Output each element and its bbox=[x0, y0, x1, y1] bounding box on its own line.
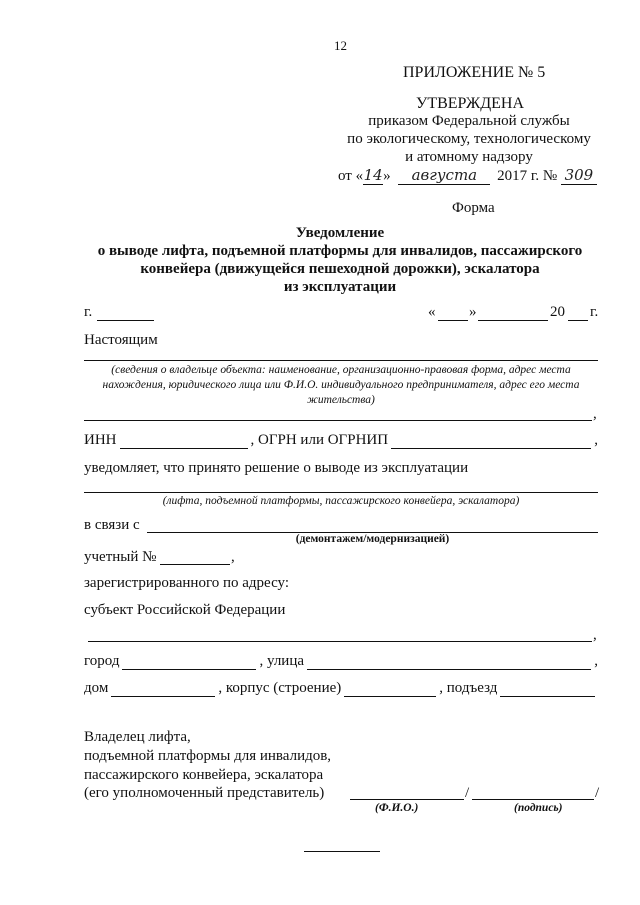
order-line-3: и атомному надзору bbox=[405, 149, 533, 165]
page-number: 12 bbox=[334, 38, 347, 53]
reg-number-label: учетный № bbox=[84, 549, 157, 565]
date-year: 2017 г. № bbox=[497, 168, 558, 184]
reg-number-field[interactable] bbox=[160, 564, 230, 565]
year-field[interactable] bbox=[568, 320, 588, 321]
order-line-2: по экологическому, технологическому bbox=[347, 131, 591, 147]
hereby-label: Настоящим bbox=[84, 332, 158, 348]
street-label: , улица bbox=[259, 653, 305, 669]
object-field[interactable] bbox=[84, 492, 598, 493]
comma-subject: , bbox=[593, 627, 597, 643]
appendix-label: ПРИЛОЖЕНИЕ № 5 bbox=[403, 64, 546, 81]
building-field[interactable] bbox=[344, 681, 436, 697]
approved-label: УТВЕРЖДЕНА bbox=[416, 95, 525, 112]
month-field[interactable] bbox=[478, 320, 548, 321]
subject-label: субъект Российской Федерации bbox=[84, 602, 286, 618]
signature-field[interactable] bbox=[472, 799, 594, 800]
reason-hint: (демонтажем/модернизацией) bbox=[295, 533, 450, 545]
doc-title-line-3: конвейера (движущейся пешеходной дорожки), эскалатора bbox=[140, 261, 540, 277]
slash-2: / bbox=[595, 785, 600, 801]
fio-field[interactable] bbox=[350, 799, 464, 800]
doc-title-line-4: из эксплуатации bbox=[283, 279, 397, 295]
order-number: 309 bbox=[561, 166, 597, 185]
date-prefix: от « bbox=[338, 168, 364, 184]
owner-info-field-1[interactable] bbox=[84, 360, 598, 361]
ogrn-label: , ОГРН или ОГРНИП bbox=[250, 432, 389, 448]
street-field[interactable] bbox=[307, 654, 591, 670]
owner-hint-line-2: нахождения, юридического лица или Ф.И.О. индивидуального предпринимателя, адрес его места bbox=[102, 379, 580, 391]
owner-info-field-2[interactable] bbox=[84, 420, 592, 421]
building-label: , корпус (строение) bbox=[218, 680, 342, 696]
inn-label: ИНН bbox=[84, 432, 117, 448]
inn-field[interactable] bbox=[120, 433, 248, 449]
date-month: августа bbox=[398, 166, 490, 185]
city-name-field[interactable] bbox=[122, 654, 256, 670]
owner-hint-line-1: (сведения о владельце объекта: наименование, организационно-правовая форма, адрес места bbox=[111, 364, 571, 376]
comma-street: , bbox=[594, 653, 598, 669]
due-to-label: в связи с bbox=[84, 517, 140, 533]
order-date-row bbox=[338, 166, 597, 185]
year-suffix: г. bbox=[590, 304, 599, 320]
signer-line-3: пассажирского конвейера, эскалатора bbox=[84, 767, 324, 783]
city-field[interactable] bbox=[97, 320, 154, 321]
subject-field[interactable] bbox=[88, 641, 592, 642]
slash-1: / bbox=[465, 785, 470, 801]
notifies-label: уведомляет, что принято решение о выводе из эксплуатации bbox=[84, 460, 469, 476]
entrance-field[interactable] bbox=[500, 681, 595, 697]
signer-line-2: подъемной платформы для инвалидов, bbox=[84, 748, 332, 764]
house-row bbox=[84, 680, 598, 697]
house-field[interactable] bbox=[111, 681, 215, 697]
entrance-label: , подъезд bbox=[439, 680, 498, 696]
city-prefix: г. bbox=[84, 304, 93, 320]
fio-hint: (Ф.И.О.) bbox=[375, 802, 419, 814]
order-line-1: приказом Федеральной службы bbox=[368, 113, 570, 129]
inn-ogrn-row bbox=[84, 432, 598, 449]
signer-line-4: (его уполномоченный представитель) bbox=[84, 785, 325, 801]
form-label: Форма bbox=[452, 200, 495, 216]
date-close-quote: » bbox=[469, 304, 477, 320]
date-open-quote: « bbox=[428, 304, 436, 320]
ogrn-field[interactable] bbox=[391, 433, 591, 449]
doc-title-line-2: о выводе лифта, подъемной платформы для инвалидов, пассажирского bbox=[97, 243, 583, 259]
footer-divider bbox=[304, 851, 380, 852]
date-day: 14 bbox=[363, 166, 383, 184]
signer-line-1: Владелец лифта, bbox=[84, 729, 191, 745]
registered-at-label: зарегистрированного по адресу: bbox=[84, 575, 289, 591]
city-street-row bbox=[84, 653, 598, 670]
comma-owner: , bbox=[593, 406, 597, 422]
owner-hint-line-3: жительства) bbox=[307, 394, 375, 406]
comma-ogrn: , bbox=[594, 432, 598, 448]
doc-title-line-1: Уведомление bbox=[295, 225, 385, 241]
comma-reg: , bbox=[231, 549, 235, 565]
city-label: город bbox=[84, 653, 120, 669]
day-field[interactable] bbox=[438, 320, 468, 321]
object-hint: (лифта, подъемной платформы, пассажирского конвейера, эскалатора) bbox=[162, 495, 520, 507]
date-quote-close: » bbox=[383, 168, 391, 184]
house-label: дом bbox=[84, 680, 109, 696]
sign-hint: (подпись) bbox=[514, 802, 563, 814]
year-prefix: 20 bbox=[550, 304, 565, 320]
